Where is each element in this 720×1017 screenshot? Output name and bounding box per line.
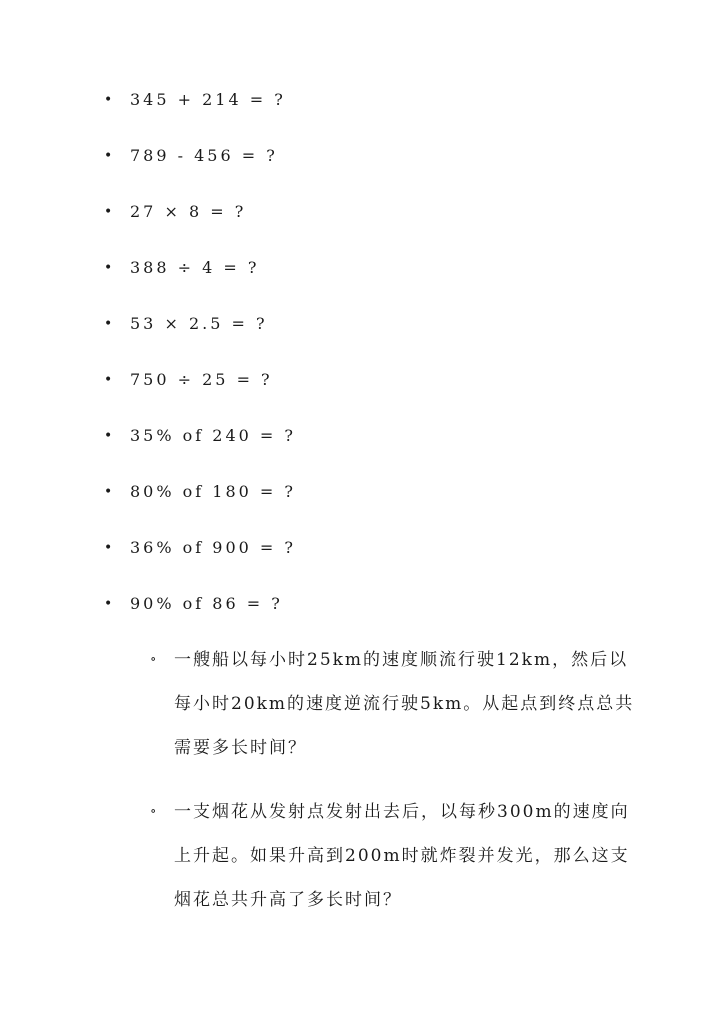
arithmetic-problem-list [0, 86, 720, 646]
list-item [0, 478, 720, 534]
list-item [0, 790, 720, 922]
problem-text: 388 ÷ 4 = ? [130, 258, 260, 277]
bullet-icon: • [104, 260, 113, 276]
circle-bullet-icon: ∘ [150, 804, 157, 819]
list-item [0, 142, 720, 198]
problem-text: 750 ÷ 25 = ? [130, 370, 273, 389]
word-problem-text: 一支烟花从发射点发射出去后，以每秒300m的速度向上升起。如果升高到200m时就炸裂并发光，那么这支烟花总共升高了多长时间？ [174, 802, 630, 910]
problem-text: 789 - 456 = ? [130, 146, 278, 165]
list-item [0, 86, 720, 142]
problem-text: 36% of 900 = ? [130, 538, 296, 557]
problem-text: 35% of 240 = ? [130, 426, 296, 445]
bullet-icon: • [104, 540, 113, 556]
list-item [0, 198, 720, 254]
problem-text: 90% of 86 = ? [130, 594, 283, 613]
circle-bullet-icon: ∘ [150, 652, 157, 667]
bullet-icon: • [104, 316, 113, 332]
bullet-icon: • [104, 484, 113, 500]
bullet-icon: • [104, 372, 113, 388]
problem-text: 53 × 2.5 = ? [130, 314, 268, 333]
word-problem-list [0, 638, 720, 942]
problem-text: 27 × 8 = ? [130, 202, 247, 221]
list-item [0, 638, 720, 770]
bullet-icon: • [104, 428, 113, 444]
list-item [0, 366, 720, 422]
list-item [0, 254, 720, 310]
list-item [0, 422, 720, 478]
list-item [0, 534, 720, 590]
word-problem-text: 一艘船以每小时25km的速度顺流行驶12km，然后以每小时20km的速度逆流行驶5km。从起点到终点总共需要多长时间？ [174, 650, 635, 758]
list-item [0, 310, 720, 366]
bullet-icon: • [104, 204, 113, 220]
problem-text: 345 + 214 = ? [130, 90, 286, 109]
problem-text: 80% of 180 = ? [130, 482, 296, 501]
bullet-icon: • [104, 92, 113, 108]
bullet-icon: • [104, 596, 113, 612]
bullet-icon: • [104, 148, 113, 164]
